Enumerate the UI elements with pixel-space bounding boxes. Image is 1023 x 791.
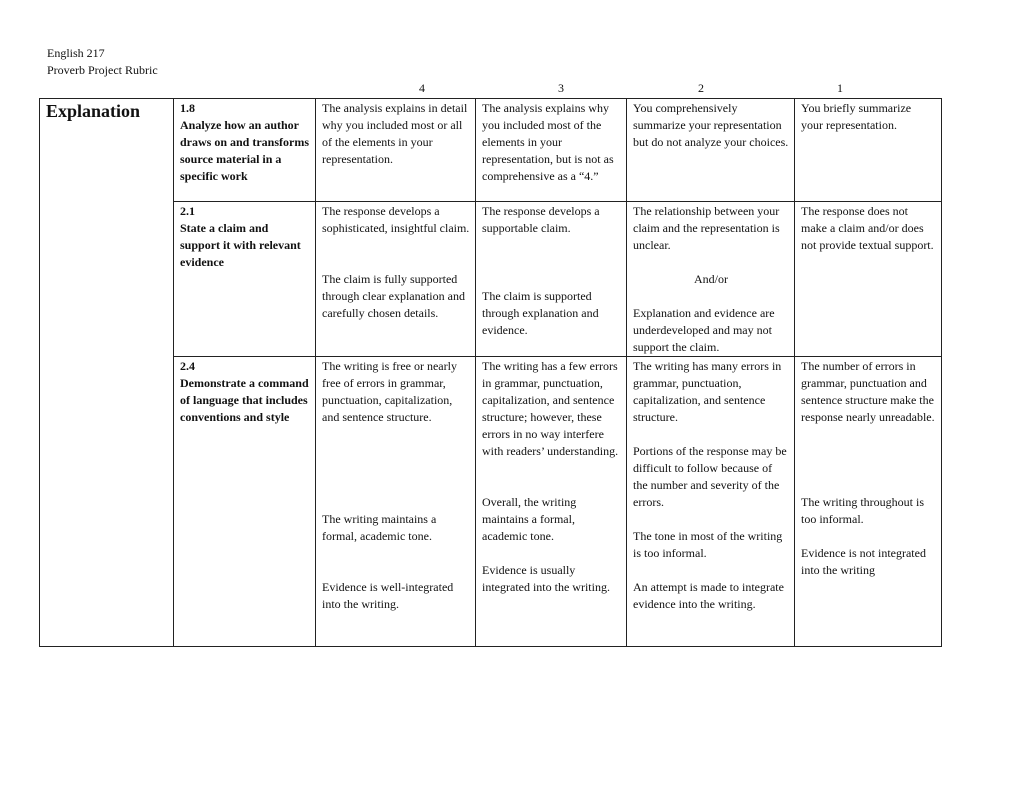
criterion-text: Evidence is not integrated into the writing (801, 546, 926, 577)
standard-description: Analyze how an author draws on and transforms source material in a specific work (180, 118, 310, 183)
criterion-text: The writing is free or nearly free of errors in grammar, punctuation, capitalization, and sentence structure. (322, 359, 457, 424)
criterion-text: Evidence is usually integrated into the writing. (482, 563, 610, 594)
criterion-text: The analysis explains why you included most of the elements in your representation, but is not as comprehensive as a “4.” (482, 101, 614, 183)
criterion-text: The relationship between your claim and the representation is unclear. (633, 204, 780, 252)
criterion-text: The writing throughout is too informal. (801, 495, 924, 526)
criterion-text: The response does not make a claim and/or does not provide textual support. (801, 204, 934, 252)
criterion-cell-4 (316, 357, 476, 647)
criterion-cell-3 (476, 357, 627, 647)
score-label-1: 1 (837, 81, 843, 95)
course-name: English 217 (47, 46, 105, 60)
standard-description: Demonstrate a command of language that includes conventions and style (180, 376, 309, 424)
document-title: Proverb Project Rubric (47, 63, 158, 77)
criterion-cell-2 (627, 202, 795, 357)
standard-number: 2.1 (180, 204, 195, 218)
criterion-cell-4 (316, 202, 476, 357)
criterion-text: The tone in most of the writing is too informal. (633, 529, 783, 560)
criterion-text: You comprehensively summarize your representation but do not analyze your choices. (633, 101, 789, 149)
score-label-4: 4 (419, 81, 425, 95)
criterion-text: Overall, the writing maintains a formal, academic tone. (482, 495, 577, 543)
criterion-text: Evidence is well-integrated into the writing. (322, 580, 454, 611)
standard-cell (174, 202, 316, 357)
criterion-text: The response develops a sophisticated, insightful claim. (322, 204, 470, 235)
criterion-text: The response develops a supportable claim. (482, 204, 600, 235)
score-label-2: 2 (698, 81, 704, 95)
criterion-cell-1 (795, 99, 942, 202)
criterion-text: The claim is fully supported through clear explanation and carefully chosen details. (322, 272, 465, 320)
criterion-text: The writing has many errors in grammar, punctuation, capitalization, and sentence structure. (633, 359, 782, 424)
standard-description: State a claim and support it with relevant evidence (180, 221, 301, 269)
criterion-cell-3 (476, 202, 627, 357)
rubric-table (39, 98, 942, 647)
table-row (40, 202, 942, 357)
criterion-cell-1 (795, 202, 942, 357)
table-row (40, 99, 942, 202)
criterion-cell-2 (627, 99, 795, 202)
standard-cell (174, 99, 316, 202)
criterion-text: And/or (694, 272, 728, 286)
criterion-cell-1 (795, 357, 942, 647)
standard-cell (174, 357, 316, 647)
criterion-text: The analysis explains in detail why you included most or all of the elements in your representation. (322, 101, 468, 166)
table-row (40, 357, 942, 647)
section-label: Explanation (40, 99, 174, 647)
criterion-cell-4 (316, 99, 476, 202)
criterion-text: You briefly summarize your representation. (801, 101, 912, 132)
criterion-text: Explanation and evidence are underdeveloped and may not support the claim. (633, 306, 775, 354)
criterion-cell-2 (627, 357, 795, 647)
criterion-text: The writing has a few errors in grammar, punctuation, capitalization, and sentence structure; however, these errors in no way interfere with readers’ understanding. (482, 359, 619, 458)
criterion-text: The claim is supported through explanation and evidence. (482, 289, 599, 337)
criterion-text: Portions of the response may be difficult to follow because of the number and severity of the errors. (633, 444, 787, 509)
standard-number: 1.8 (180, 101, 195, 115)
score-label-3: 3 (558, 81, 564, 95)
criterion-text: The number of errors in grammar, punctuation and sentence structure make the response nearly unreadable. (801, 359, 935, 424)
criterion-cell-3 (476, 99, 627, 202)
criterion-text: An attempt is made to integrate evidence into the writing. (633, 580, 784, 611)
standard-number: 2.4 (180, 359, 195, 373)
criterion-text: The writing maintains a formal, academic tone. (322, 512, 437, 543)
